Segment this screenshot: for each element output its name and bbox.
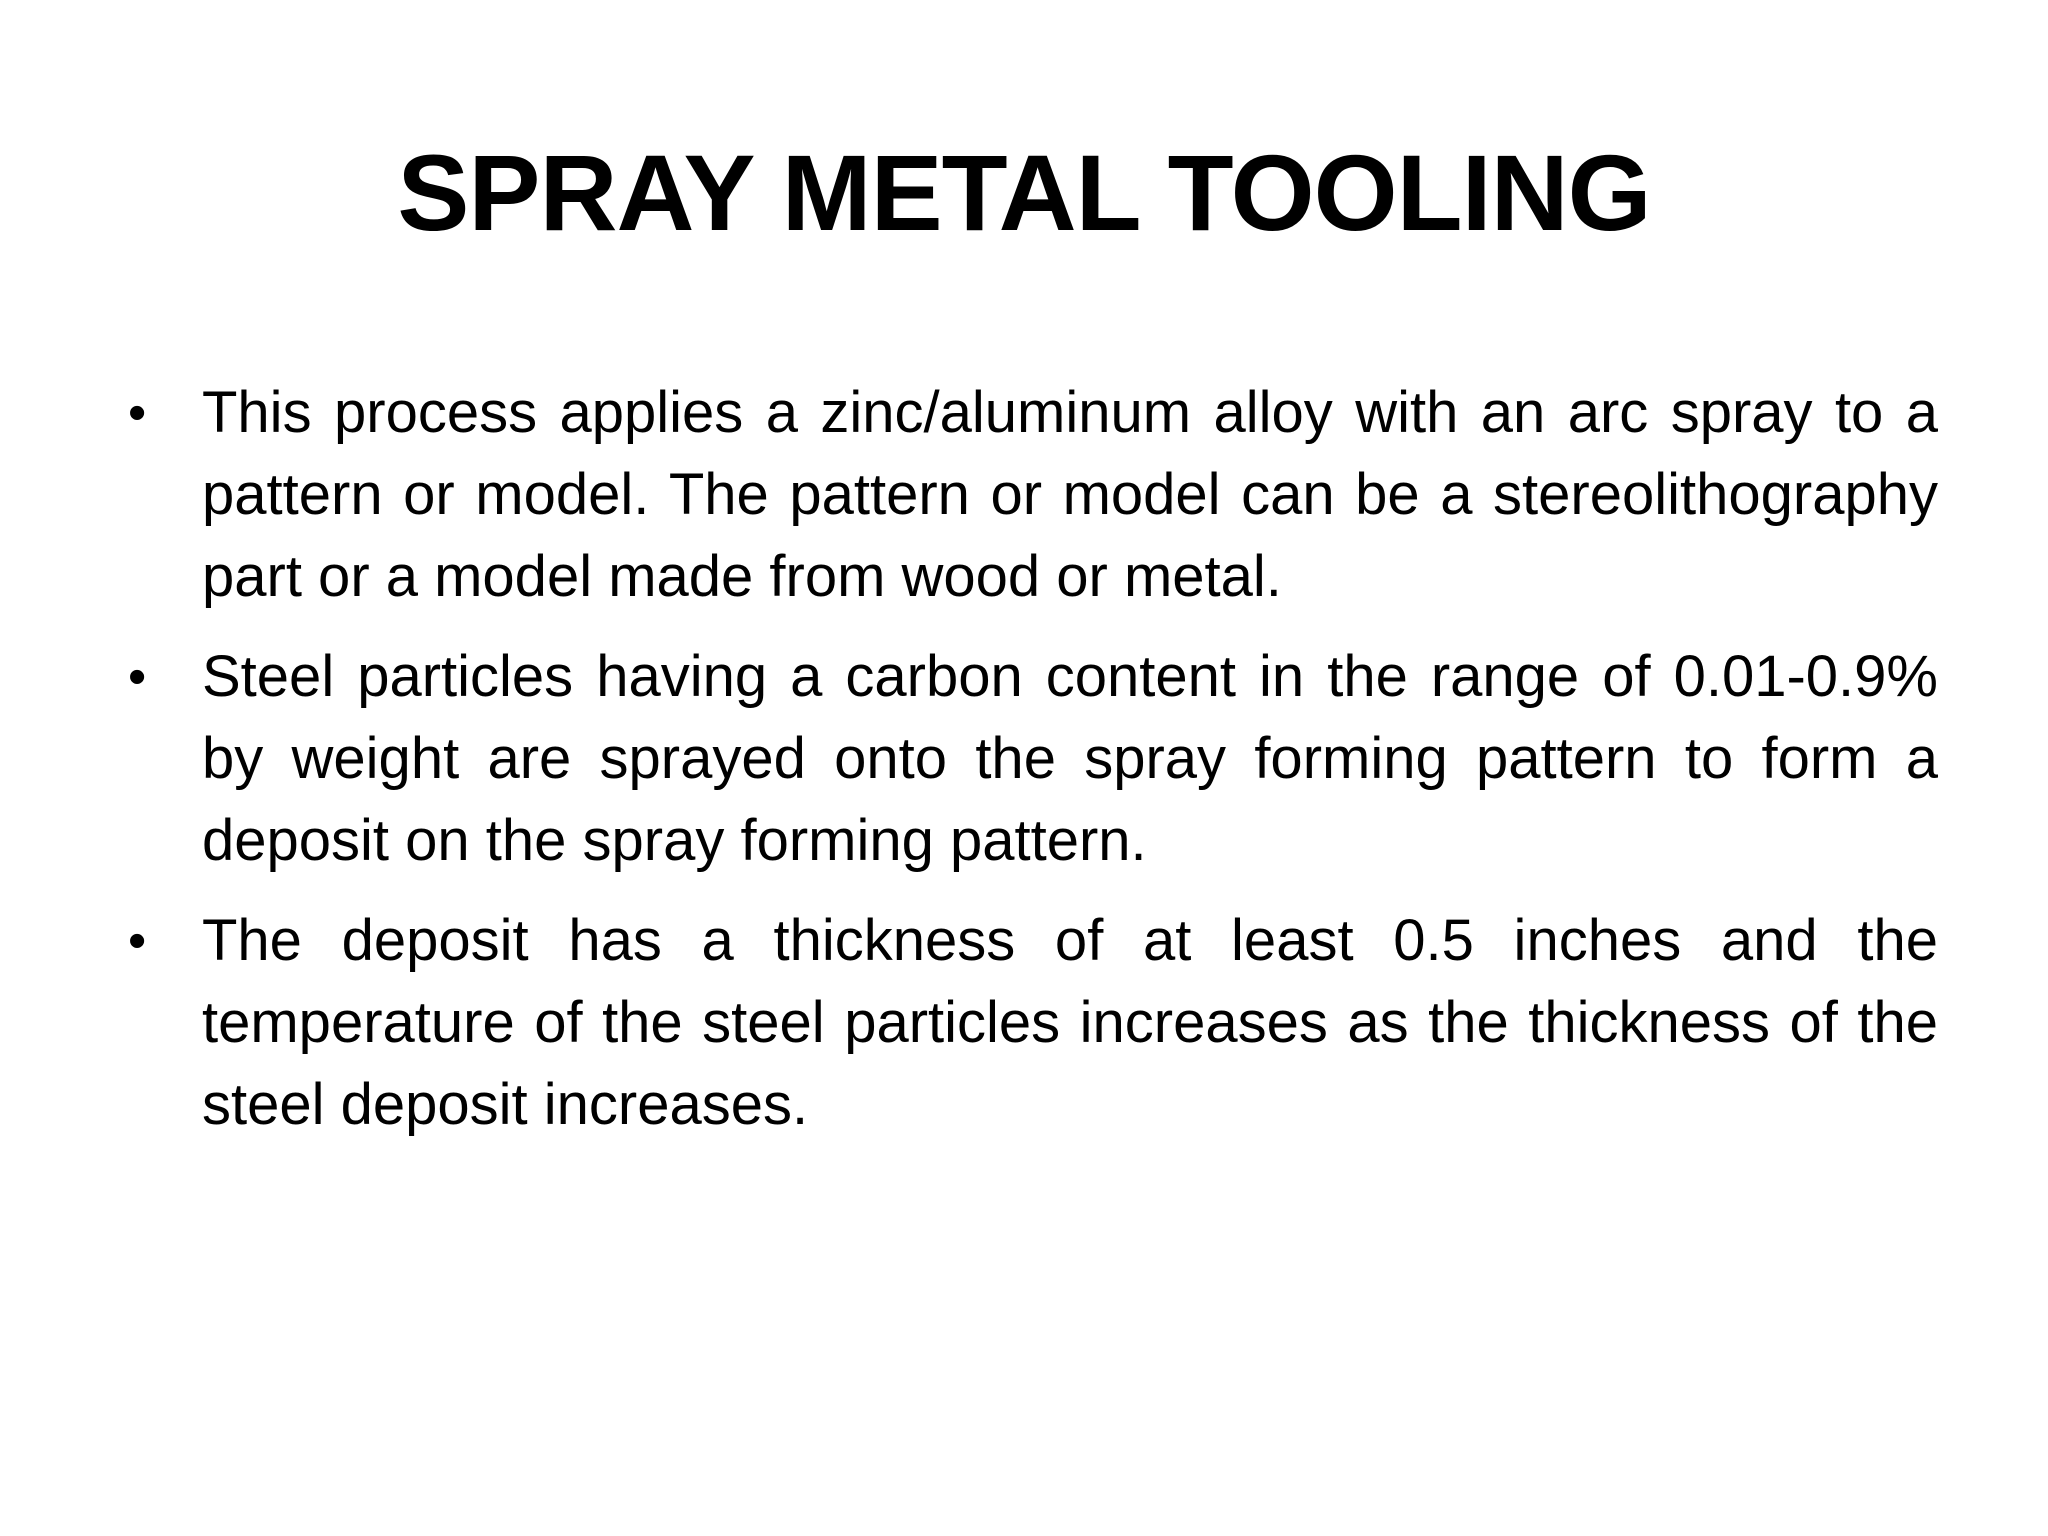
bullet-text: Steel particles having a carbon content in the range of 0.01-0.9% by weight are sprayed onto the spray forming pattern to form a deposit on the spray forming pattern. xyxy=(202,644,1938,873)
bullet-text: The deposit has a thickness of at least 0.5 inches and the temperature of the steel particles increases as the thickness of the steel deposit increases. xyxy=(202,908,1938,1137)
bullet-item xyxy=(118,636,1938,882)
bullet-text: This process applies a zinc/aluminum alloy with an arc spray to a pattern or model. The pattern or model can be a stereolithography part or a model made from wood or metal. xyxy=(202,380,1938,609)
slide-title: SPRAY METAL TOOLING xyxy=(397,132,1651,253)
bullet-list xyxy=(118,372,1938,1164)
bullet-icon: • xyxy=(128,912,147,970)
bullet-item xyxy=(118,372,1938,618)
bullet-icon: • xyxy=(128,384,147,442)
bullet-item xyxy=(118,900,1938,1146)
bullet-icon: • xyxy=(128,648,147,706)
